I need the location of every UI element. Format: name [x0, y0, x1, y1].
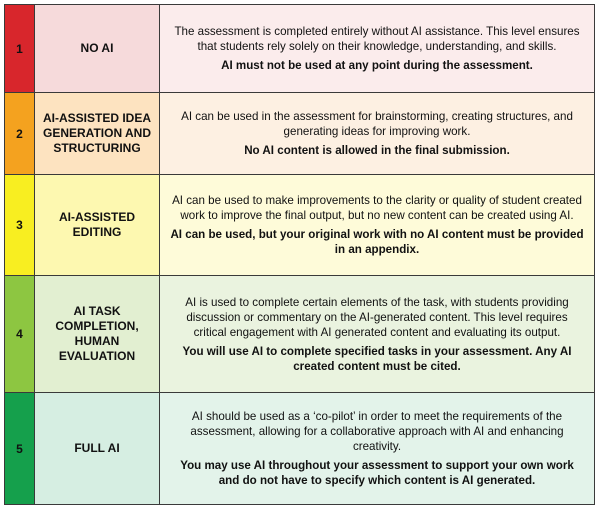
- level-description: The assessment is completed entirely without AI assistance. This level ensures that students rely solely on their knowledge, understanding, and skills.: [174, 25, 580, 53]
- level-description-cell: [160, 175, 595, 276]
- level-number: 2: [5, 93, 35, 175]
- level-description-cell: [160, 5, 595, 93]
- level-number: 3: [5, 175, 35, 276]
- level-description-cell: [160, 93, 595, 175]
- level-description: AI can be used to make improvements to the clarity or quality of student created work to improve the final output, but no new content can be created using AI.: [172, 194, 582, 222]
- level-rule: You will use AI to complete specified tasks in your assessment. Any AI created content must be cited.: [182, 344, 572, 373]
- level-rule: AI must not be used at any point during the assessment.: [221, 59, 533, 72]
- level-number: 4: [5, 276, 35, 393]
- ai-assessment-scale-table: [4, 4, 595, 505]
- level-row-2: [5, 93, 595, 175]
- level-title: AI-ASSISTED IDEA GENERATION AND STRUCTURING: [35, 93, 160, 175]
- level-rule: AI can be used, but your original work with no AI content must be provided in an appendix.: [170, 228, 584, 256]
- level-description: AI can be used in the assessment for brainstorming, creating structures, and generating ideas for improving work.: [181, 110, 573, 138]
- level-number: 5: [5, 393, 35, 505]
- level-row-1: [5, 5, 595, 93]
- level-description-cell: [160, 276, 595, 393]
- level-rule: You may use AI throughout your assessment to support your own work and do not have to specify which content is AI generated.: [180, 459, 574, 487]
- level-row-3: [5, 175, 595, 276]
- level-rule: No AI content is allowed in the final submission.: [244, 144, 510, 157]
- level-description: AI should be used as a ‘co-pilot’ in order to meet the requirements of the assessment, allowing for a collaborative approach with AI and enhancing creativity.: [190, 410, 564, 453]
- level-title: NO AI: [35, 5, 160, 93]
- level-title: AI-ASSISTED EDITING: [35, 175, 160, 276]
- level-number: 1: [5, 5, 35, 93]
- level-title: FULL AI: [35, 393, 160, 505]
- level-description-cell: [160, 393, 595, 505]
- level-description: AI is used to complete certain elements of the task, with students providing discussion or commentary on the AI-generated content. This level requires critical engagement with AI generated content and evaluating its output.: [185, 295, 569, 339]
- level-title: AI TASK COMPLETION, HUMAN EVALUATION: [35, 276, 160, 393]
- level-row-4: [5, 276, 595, 393]
- level-row-5: [5, 393, 595, 505]
